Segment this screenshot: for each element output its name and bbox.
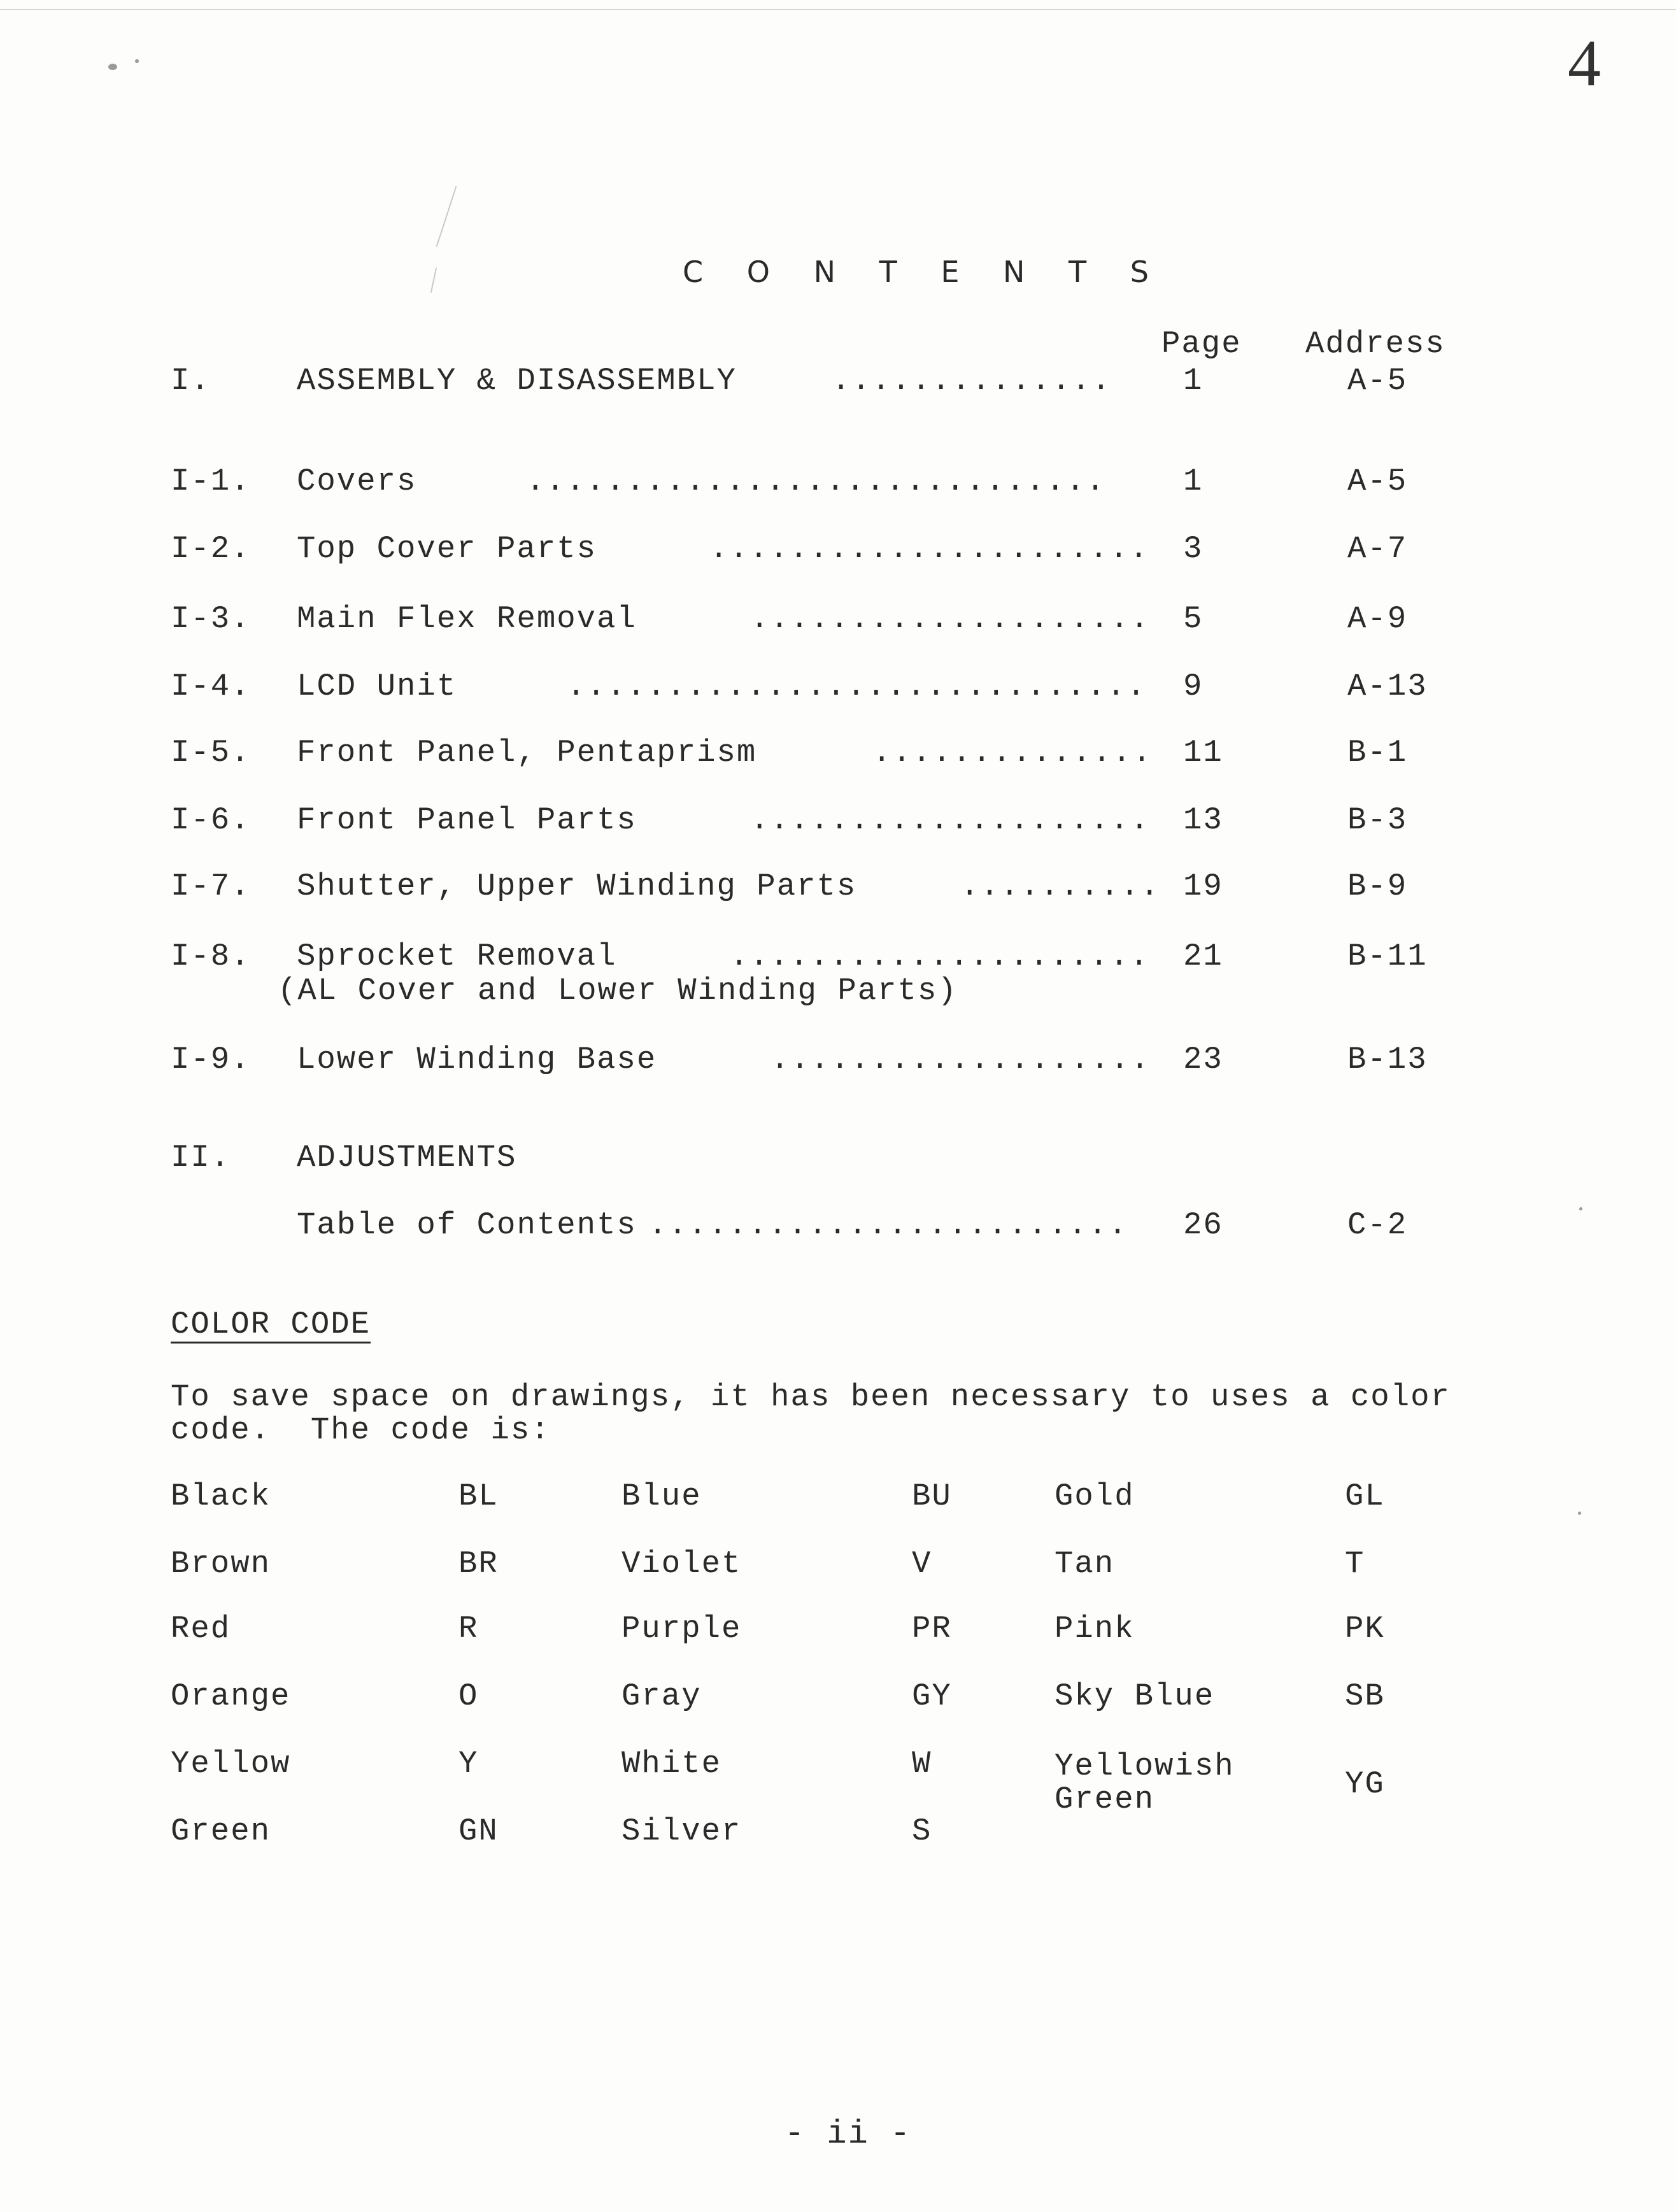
leader-dots: ................... <box>771 1042 1151 1077</box>
entry-title: LCD Unit <box>297 669 457 704</box>
color-name: Yellow <box>171 1746 291 1782</box>
entry-title: Front Panel Parts <box>297 802 637 838</box>
page-number: 1 <box>1183 464 1204 499</box>
entry-title: Table of Contents <box>297 1207 637 1243</box>
color-name-continued: Green <box>1055 1782 1155 1817</box>
color-name: Green <box>171 1813 271 1849</box>
section-number: II. <box>171 1140 231 1175</box>
color-name: Silver <box>621 1813 742 1849</box>
page-number: 1 <box>1183 363 1204 399</box>
page-number: 5 <box>1183 601 1204 637</box>
entry-title: Covers <box>297 464 417 499</box>
color-abbrev: Y <box>458 1746 479 1782</box>
entry-title: Sprocket Removal <box>297 939 617 974</box>
color-abbrev: PR <box>912 1611 952 1647</box>
scan-speck <box>135 59 139 63</box>
address: C-2 <box>1347 1207 1408 1243</box>
address: B-3 <box>1347 802 1408 838</box>
address: A-7 <box>1347 531 1408 567</box>
scan-speck <box>1579 1207 1582 1210</box>
section-number: I. <box>171 363 211 399</box>
page-number: 13 <box>1183 802 1223 838</box>
color-name: Purple <box>621 1611 742 1647</box>
leader-dots: .................... <box>750 802 1151 838</box>
color-name: Blue <box>621 1478 702 1514</box>
address: A-9 <box>1347 601 1408 637</box>
section-title: ADJUSTMENTS <box>297 1140 517 1175</box>
leader-dots: .............. <box>832 363 1112 399</box>
page-number: 11 <box>1183 735 1223 770</box>
scan-mark <box>430 267 437 293</box>
page-number: 3 <box>1183 531 1204 567</box>
color-name: Brown <box>171 1546 271 1582</box>
page-marker: 4 <box>1568 27 1601 100</box>
entry-number: I-4. <box>171 669 251 704</box>
color-abbrev: GN <box>458 1813 499 1849</box>
color-code-intro: code. The code is: <box>171 1412 551 1448</box>
color-abbrev: T <box>1345 1546 1365 1582</box>
entry-title: Top Cover Parts <box>297 531 597 567</box>
page-number: 23 <box>1183 1042 1223 1077</box>
scan-edge-line <box>0 9 1676 10</box>
leader-dots: ........................ <box>648 1207 1128 1243</box>
leader-dots: ............................. <box>567 669 1147 704</box>
entry-number: I-7. <box>171 868 251 904</box>
color-name: Violet <box>621 1546 742 1582</box>
address-column-header: Address <box>1305 326 1445 362</box>
entry-subtitle: (AL Cover and Lower Winding Parts) <box>278 973 958 1009</box>
color-name: Black <box>171 1478 271 1514</box>
leader-dots: .................... <box>750 601 1151 637</box>
color-code-heading: COLOR CODE <box>171 1307 371 1342</box>
scan-speck <box>108 64 117 70</box>
color-abbrev: BL <box>458 1478 499 1514</box>
color-abbrev: S <box>912 1813 932 1849</box>
color-abbrev: SB <box>1345 1678 1385 1714</box>
page-title: C O N T E N T S <box>683 255 1166 289</box>
color-abbrev: O <box>458 1678 479 1714</box>
entry-title: Front Panel, Pentaprism <box>297 735 757 770</box>
entry-number: I-9. <box>171 1042 251 1077</box>
address: A-13 <box>1347 669 1428 704</box>
section-title: ASSEMBLY & DISASSEMBLY <box>297 363 737 399</box>
entry-number: I-5. <box>171 735 251 770</box>
color-abbrev: BR <box>458 1546 499 1582</box>
page-number: 9 <box>1183 669 1204 704</box>
address: B-11 <box>1347 939 1428 974</box>
entry-number: I-6. <box>171 802 251 838</box>
entry-title: Shutter, Upper Winding Parts <box>297 868 857 904</box>
leader-dots: ............................. <box>526 464 1106 499</box>
entry-number: I-2. <box>171 531 251 567</box>
color-name: Orange <box>171 1678 291 1714</box>
entry-number: I-1. <box>171 464 251 499</box>
color-name: Yellowish <box>1055 1748 1235 1784</box>
leader-dots: .............. <box>872 735 1153 770</box>
leader-dots: ...................... <box>709 531 1149 567</box>
address: B-13 <box>1347 1042 1428 1077</box>
leader-dots: .......... <box>960 868 1161 904</box>
color-code-intro: To save space on drawings, it has been necessary to uses a color <box>171 1379 1451 1415</box>
entry-number: I-8. <box>171 939 251 974</box>
page-number: 21 <box>1183 939 1223 974</box>
address: A-5 <box>1347 464 1408 499</box>
color-abbrev: V <box>912 1546 932 1582</box>
page-column-header: Page <box>1161 326 1242 362</box>
color-name: Gray <box>621 1678 702 1714</box>
color-abbrev: BU <box>912 1478 952 1514</box>
color-name: Sky Blue <box>1055 1678 1215 1714</box>
scan-mark <box>436 186 457 247</box>
color-name: Tan <box>1055 1546 1115 1582</box>
page-number: 19 <box>1183 868 1223 904</box>
color-name: Red <box>171 1611 231 1647</box>
color-abbrev: R <box>458 1611 479 1647</box>
color-abbrev: GY <box>912 1678 952 1714</box>
page-footer: - ii - <box>785 2115 912 2153</box>
entry-title: Lower Winding Base <box>297 1042 657 1077</box>
color-abbrev: YG <box>1345 1766 1385 1802</box>
entry-title: Main Flex Removal <box>297 601 637 637</box>
color-name: Pink <box>1055 1611 1135 1647</box>
entry-number: I-3. <box>171 601 251 637</box>
color-name: Gold <box>1055 1478 1135 1514</box>
address: A-5 <box>1347 363 1408 399</box>
color-abbrev: PK <box>1345 1611 1385 1647</box>
color-abbrev: GL <box>1345 1478 1385 1514</box>
color-abbrev: W <box>912 1746 932 1782</box>
color-name: White <box>621 1746 722 1782</box>
address: B-1 <box>1347 735 1408 770</box>
address: B-9 <box>1347 868 1408 904</box>
page-number: 26 <box>1183 1207 1223 1243</box>
leader-dots: ..................... <box>730 939 1150 974</box>
scan-speck <box>1578 1512 1581 1515</box>
